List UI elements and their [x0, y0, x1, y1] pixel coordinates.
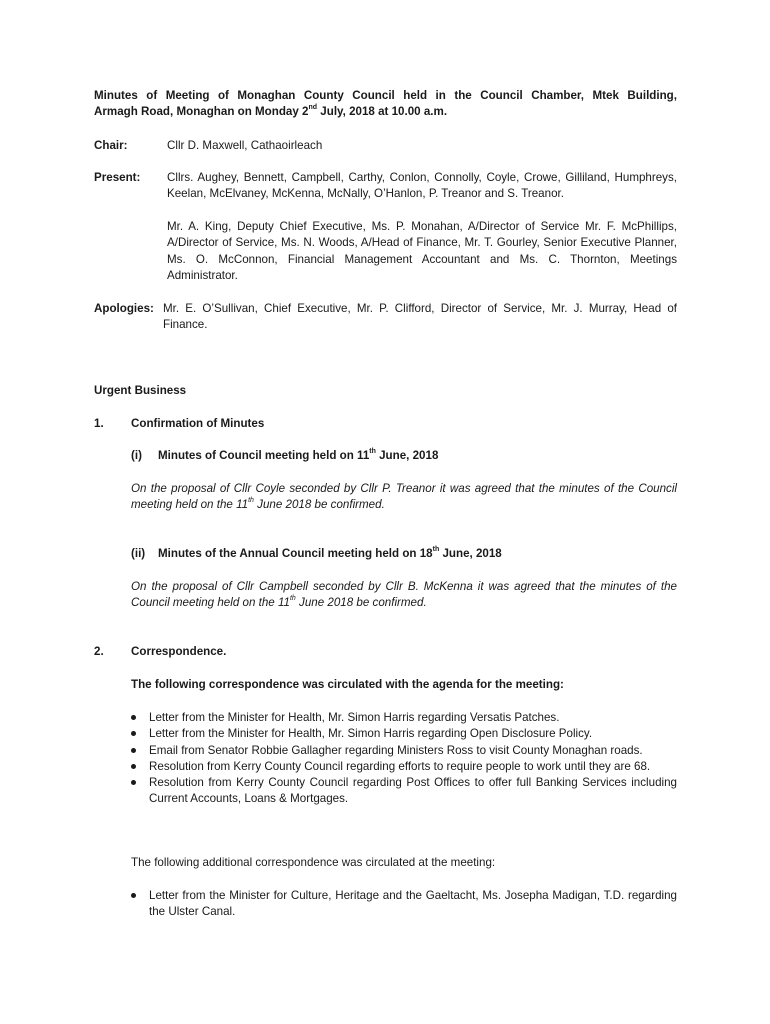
- list-item: [131, 888, 677, 921]
- bullet-icon: [131, 715, 136, 720]
- sub2-body-post: June 2018 be confirmed.: [295, 596, 427, 610]
- sub2-title-text: Minutes of the Annual Council meeting held on 18: [158, 547, 433, 560]
- minutes-heading-line1: [94, 88, 677, 104]
- item1-sub2-title: [158, 546, 502, 562]
- sub1-title-post: June, 2018: [375, 449, 439, 462]
- item2-intro: The following correspondence was circulated with the agenda for the meeting:: [131, 678, 564, 691]
- item1-sub1-number: (i): [131, 449, 142, 462]
- present-label: Present:: [94, 171, 141, 184]
- sub2-title-post: June, 2018: [439, 547, 502, 560]
- bullet-icon: [131, 748, 136, 753]
- item2-title: Correspondence.: [131, 645, 227, 658]
- chair-value: Cllr D. Maxwell, Cathaoirleach: [167, 139, 323, 152]
- list-item: [131, 775, 677, 808]
- list-item: [131, 743, 677, 759]
- list-item-text: Letter from the Minister for Health, Mr. Simon Harris regarding Versatis Patches.: [149, 711, 560, 724]
- list-item: [131, 726, 677, 742]
- sub2-title-sup: th: [432, 546, 440, 554]
- chair-label: Chair:: [94, 139, 128, 152]
- list-item: [131, 759, 677, 775]
- heading-text-2: Armagh Road, Monaghan on Monday 2: [94, 105, 309, 118]
- item1-title: Confirmation of Minutes: [131, 417, 265, 430]
- present-officials: Mr. A. King, Deputy Chief Executive, Ms. P. Monahan, A/Director of Service Mr. F. McPhillips, A/Director of Service, Ms. N. Woods, A/Head of Finance, Mr. T. Gourley, Senior Executive Planner, Ms. O. McConnon, Financial Management Accountant and Ms. C. Thornton, Meetings Administrator.: [167, 220, 677, 282]
- additional-correspondence-list: [131, 888, 677, 921]
- heading-sup: nd: [308, 104, 318, 112]
- item2-number: 2.: [94, 645, 104, 658]
- list-item-text: Resolution from Kerry County Council regarding Post Offices to offer full Banking Services including Current Accounts, Loans & Mortgages.: [149, 776, 677, 806]
- sub2-body-text: On the proposal of Cllr Campbell seconded by Cllr B. McKenna it was agreed that the minutes of the Council meeting held on the 11: [131, 580, 677, 610]
- sub2-body-sup: th: [289, 595, 296, 603]
- list-item: [131, 710, 677, 726]
- apologies-value: Mr. E. O’Sullivan, Chief Executive, Mr. P. Clifford, Director of Service, Mr. J. Murray, Head of Finance.: [163, 302, 677, 332]
- item1-sub2-number: (ii): [131, 547, 146, 560]
- minutes-heading-line2: [94, 104, 447, 120]
- list-item-text: Email from Senator Robbie Gallagher regarding Ministers Ross to visit County Monaghan roads.: [149, 743, 643, 757]
- sub1-body-text: On the proposal of Cllr Coyle seconded by Cllr P. Treanor it was agreed that the minutes of the Council meeting held on the 11: [131, 482, 677, 512]
- item1-sub2-body: [131, 579, 677, 612]
- item1-number: 1.: [94, 417, 104, 430]
- present-councillors: Cllrs. Aughey, Bennett, Campbell, Carthy, Conlon, Connolly, Coyle, Crowe, Gilliland, Humphreys, Keelan, McElvaney, McKenna, McNally, O’Hanlon, P. Treanor and S. Treanor.: [167, 171, 677, 201]
- list-item-text: Resolution from Kerry County Council regarding efforts to require people to work until they are 68.: [149, 759, 651, 773]
- bullet-icon: [131, 780, 136, 785]
- list-item-text: Letter from the Minister for Health, Mr. Simon Harris regarding Open Disclosure Policy.: [149, 727, 593, 741]
- list-item-text: Letter from the Minister for Culture, Heritage and the Gaeltacht, Ms. Josepha Madigan, T.D. regarding the Ulster Canal.: [149, 889, 677, 919]
- urgent-business-heading: Urgent Business: [94, 384, 187, 397]
- apologies-label: Apologies:: [94, 302, 154, 315]
- sub1-body-post: June 2018 be confirmed.: [253, 498, 385, 512]
- item1-sub1-title: [158, 448, 438, 464]
- correspondence-list: [131, 710, 677, 808]
- heading-text-1: Minutes of Meeting of Monaghan County Council held in the Council Chamber, Mtek Building,: [94, 89, 677, 102]
- additional-correspondence-intro: The following additional correspondence was circulated at the meeting:: [131, 856, 496, 869]
- item1-sub1-body: [131, 481, 677, 514]
- bullet-icon: [131, 731, 136, 736]
- sub1-title-text: Minutes of Council meeting held on 11: [158, 449, 370, 462]
- sub1-title-sup: th: [369, 448, 376, 456]
- bullet-icon: [131, 893, 136, 898]
- bullet-icon: [131, 764, 136, 769]
- sub1-body-sup: th: [248, 497, 254, 505]
- heading-text-3: July, 2018 at 10.00 a.m.: [317, 105, 448, 118]
